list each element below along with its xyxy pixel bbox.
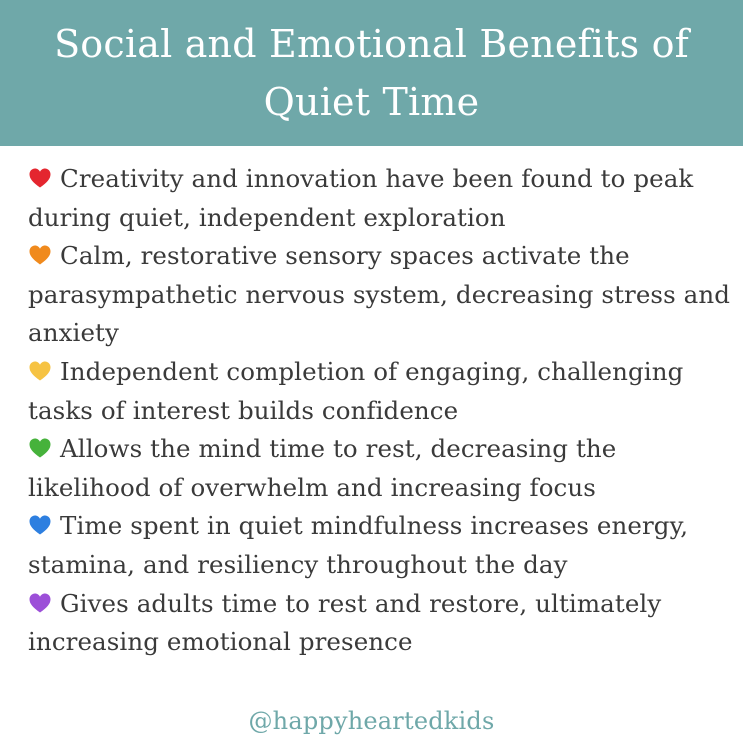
benefits-list [28, 160, 733, 662]
benefit-text: Independent completion of engaging, challenging tasks of interest builds confidence [28, 356, 684, 425]
benefit-item-calm [28, 237, 733, 353]
benefit-text: Allows the mind time to rest, decreasing the likelihood of overwhelm and increasing focus [28, 434, 617, 502]
title-banner [0, 0, 743, 146]
green-heart-icon [28, 436, 52, 460]
benefit-text: Creativity and innovation have been found to peak during quiet, independent exploration [28, 164, 694, 232]
page-title: Social and Emotional Benefits of Quiet Time [54, 22, 689, 124]
benefit-item-focus [28, 430, 733, 507]
benefit-item-confidence [28, 353, 733, 430]
author-handle: @happyheartedkids [248, 707, 495, 735]
blue-heart-icon [28, 513, 52, 537]
benefit-text: Time spent in quiet mindfulness increases energy, stamina, and resiliency throughout the day [28, 511, 689, 579]
benefit-text: Calm, restorative sensory spaces activate the parasympathetic nervous system, decreasing stress and anxiety [28, 241, 731, 348]
orange-heart-icon [28, 243, 52, 267]
red-heart-icon [28, 166, 52, 190]
benefit-text: Gives adults time to rest and restore, ultimately increasing emotional presence [28, 588, 662, 657]
purple-heart-icon [28, 591, 52, 615]
benefit-item-presence [28, 585, 733, 662]
benefit-item-creativity [28, 160, 733, 237]
benefit-item-energy [28, 507, 733, 584]
yellow-heart-icon [28, 359, 52, 383]
